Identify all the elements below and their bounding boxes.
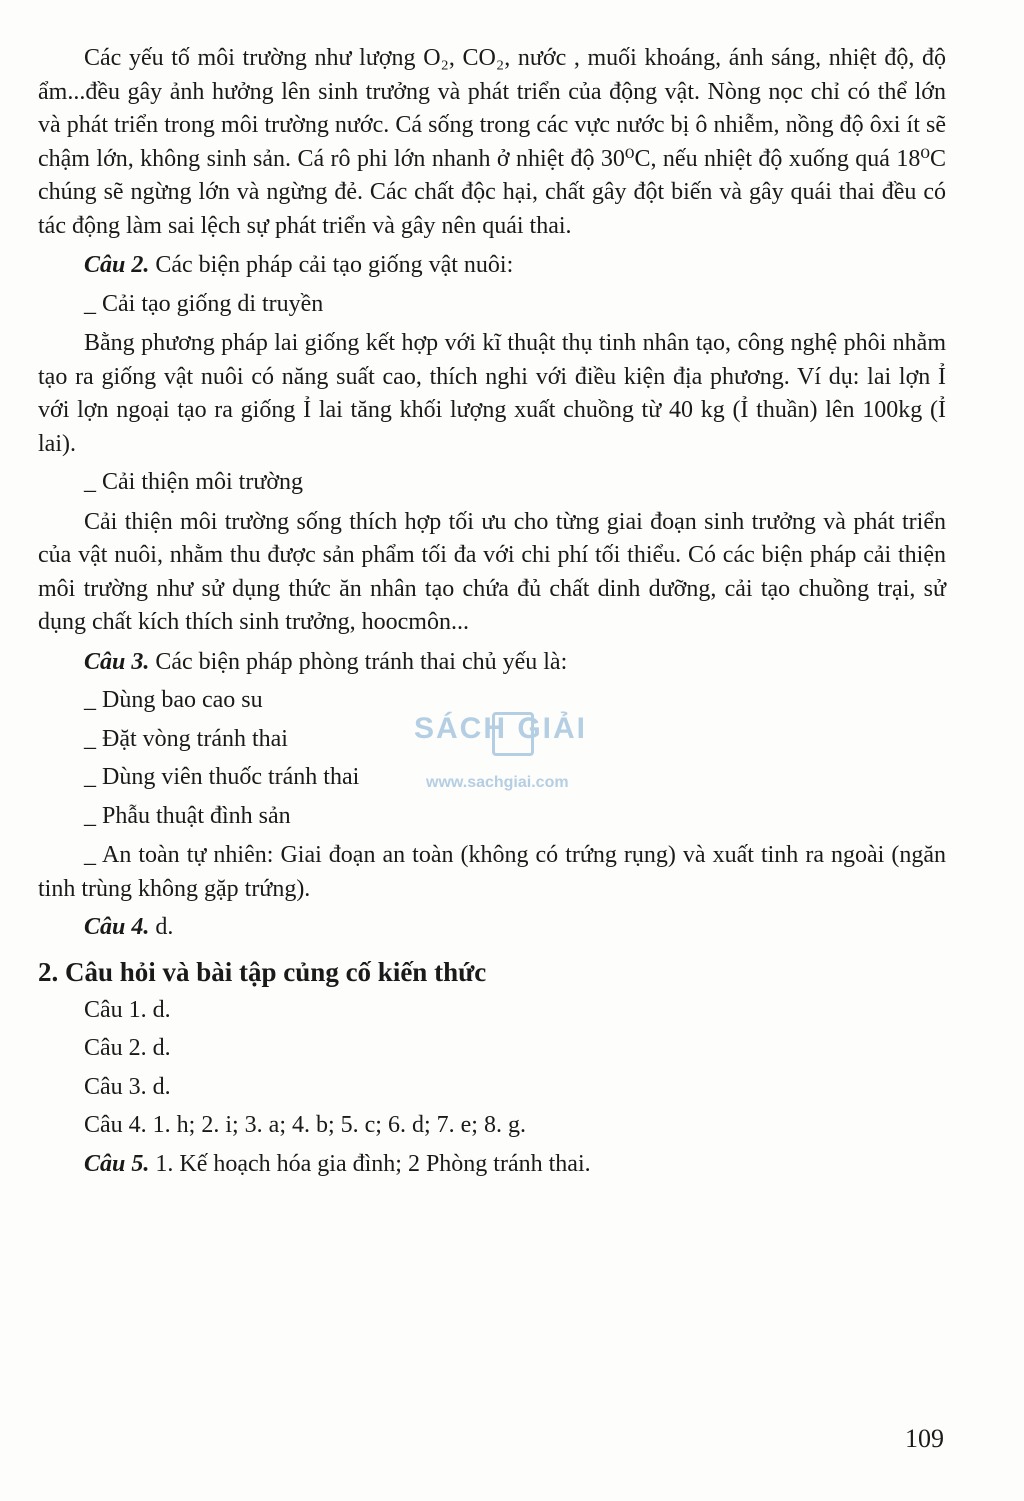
question-2-label: Câu 2.	[84, 252, 150, 278]
watermark-brand: SÁCH GIẢI	[414, 712, 588, 745]
q2-subheading-2	[38, 466, 946, 500]
q3-item	[38, 761, 946, 795]
section-2-heading: 2. Câu hỏi và bài tập củng cố kiến thức	[38, 956, 487, 987]
question-4-label: Câu 4.	[84, 914, 150, 940]
question-3	[38, 646, 946, 680]
dash-marker: _	[84, 687, 96, 713]
question-5-text: 1. Kế hoạch hóa gia đình; 2 Phòng tránh thai.	[155, 1150, 591, 1177]
question-2	[38, 249, 946, 283]
q2-sub1-text: Cải tạo giống di truyền	[102, 290, 324, 317]
dash-marker: _	[84, 764, 96, 790]
dash-marker: _	[84, 842, 96, 868]
answer-line: Câu 3. d.	[84, 1073, 171, 1100]
intro-paragraph: Các yếu tố môi trường như lượng O₂, CO₂, nước , muối khoáng, ánh sáng, nhiệt độ, độ ẩm...đều gây ảnh hưởng lên sinh trưởng và phát triển của động vật. Nòng nọc chỉ có thể lớn và phát triển trong môi trường nước. Cá sống trong các vực nước bị ô nhiễm, nồng độ ôxi ít sẽ chậm lớn, không sinh sản. Cá rô phi lớn nhanh ở nhiệt độ 30⁰C, nếu nhiệt độ xuống quá 18⁰C chúng sẽ ngừng lớn và ngừng đẻ. Các chất độc hại, chất gây đột biến và gây quái thai đều có tác động làm sai lệch sự phát triển và gây nên quái thai.	[38, 45, 946, 239]
answer-line: Câu 4. 1. h; 2. i; 3. a; 4. b; 5. c; 6. d; 7. e; 8. g.	[84, 1112, 526, 1138]
question-3-label: Câu 3.	[84, 648, 150, 675]
q3-item-text: Đặt vòng tránh thai	[102, 725, 288, 752]
q3-item	[38, 723, 946, 757]
q2-paragraph-2: Cải thiện môi trường sống thích hợp tối ưu cho từng giai đoạn sinh trưởng và phát triển của vật nuôi, nhằm thu được sản phẩm tối đa với chi phí tối thiểu. Có các biện pháp cải thiện môi trường như sử dụng thức ăn nhân tạo chứa đủ chất dinh dưỡng, cải tạo chuồng trại, sử dụng chất kích thích sinh trưởng, hoocmôn...	[38, 508, 946, 635]
dash-marker: _	[84, 290, 96, 317]
dash-marker: _	[84, 469, 96, 495]
q3-item-text: Phẫu thuật đình sản	[102, 802, 291, 829]
answer-line: Câu 1. d.	[84, 996, 171, 1023]
dash-marker: _	[84, 725, 96, 752]
q3-item-text: An toàn tự nhiên: Giai đoạn an toàn (không có trứng rụng) và xuất tinh ra ngoài (ngăn tinh trùng không gặp trứng).	[38, 842, 946, 902]
q3-item	[38, 684, 946, 718]
page-content	[38, 42, 946, 1181]
watermark-url: www.sachgiai.com	[426, 774, 569, 791]
q3-item	[38, 839, 946, 906]
question-4	[38, 911, 946, 945]
q3-item-text: Dùng viên thuốc tránh thai	[102, 764, 360, 790]
q3-item	[38, 800, 946, 834]
q2-sub2-text: Cải thiện môi trường	[102, 469, 304, 495]
page-number: 109	[905, 1424, 944, 1453]
q3-item-text: Dùng bao cao su	[102, 687, 263, 713]
question-5	[38, 1148, 946, 1182]
question-5-label: Câu 5.	[84, 1150, 150, 1177]
question-3-text: Các biện pháp phòng tránh thai chủ yếu là:	[155, 648, 568, 675]
answer-line: Câu 2. d.	[84, 1035, 171, 1061]
dash-marker: _	[84, 802, 96, 829]
q2-paragraph-1: Bằng phương pháp lai giống kết hợp với kĩ thuật thụ tinh nhân tạo, công nghệ phôi nhằm tạo ra giống vật nuôi có năng suất cao, thích nghi với điều kiện địa phương. Ví dụ: lai lợn Ỉ với lợn ngoại tạo ra giống Ỉ lai tăng khối lượng xuất chuồng từ 40 kg (Ỉ thuần) lên 100kg (Ỉ lai).	[38, 330, 946, 457]
question-4-text: d.	[155, 914, 174, 940]
question-2-text: Các biện pháp cải tạo giống vật nuôi:	[155, 252, 514, 278]
q2-subheading-1	[38, 288, 946, 322]
